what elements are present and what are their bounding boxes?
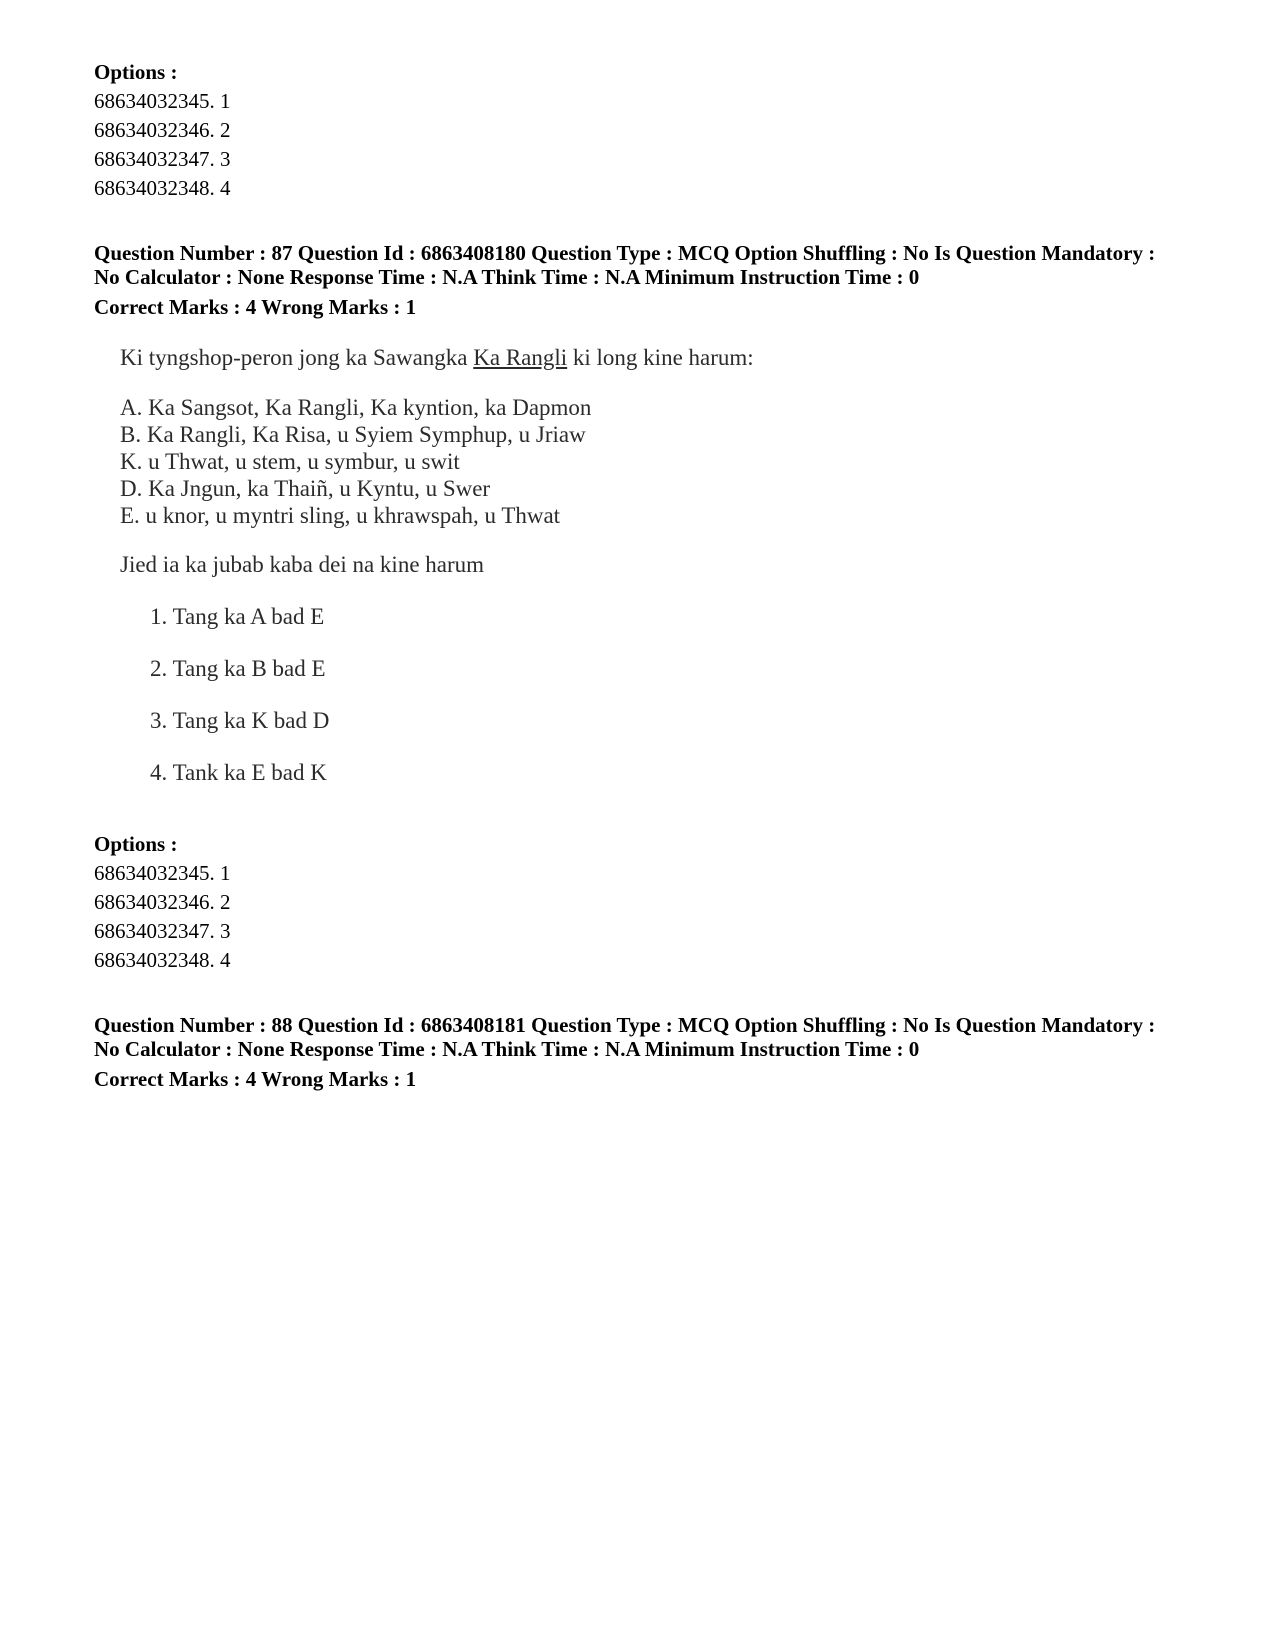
question-meta-line-2: No Calculator : None Response Time : N.A Think Time : N.A Minimum Instruction Time : 0 [94,265,920,289]
choice-4: 4. Tank ka E bad K [150,760,327,785]
choice-2: 2. Tang ka B bad E [150,656,326,681]
statement-d: D. Ka Jngun, ka Thaiñ, u Kyntu, u Swer [120,476,491,501]
option-line: 68634032346. 2 [94,890,231,914]
option-line: 68634032347. 3 [94,147,231,171]
statement-b: B. Ka Rangli, Ka Risa, u Syiem Symphup, u Jriaw [120,422,586,447]
options-block-86 [94,58,231,203]
option-line: 68634032345. 1 [94,861,231,885]
statement-a: A. Ka Sangsot, Ka Rangli, Ka kyntion, ka Dapmon [120,395,592,420]
stem-underlined: Ka Rangli [473,345,568,370]
option-line: 68634032345. 1 [94,89,231,113]
question-87-header [94,241,1204,319]
options-title: Options : [94,60,178,84]
option-line: 68634032348. 4 [94,176,231,200]
question-88-header [94,1013,1204,1091]
question-marks: Correct Marks : 4 Wrong Marks : 1 [94,295,417,319]
question-stem [120,345,754,371]
option-line: 68634032348. 4 [94,948,231,972]
option-line: 68634032346. 2 [94,118,231,142]
question-instruction: Jied ia ka jubab kaba dei na kine harum [120,552,485,577]
stem-before: Ki tyngshop-peron jong ka Sawangka [120,345,474,370]
question-meta-line-1: Question Number : 87 Question Id : 6863408180 Question Type : MCQ Option Shuffling : No Is Question Mandatory : [94,241,1156,265]
options-title: Options : [94,832,178,856]
choice-3: 3. Tang ka K bad D [150,708,330,733]
stem-after: ki long kine harum: [567,345,754,370]
statement-e: E. u knor, u myntri sling, u khrawspah, u Thwat [120,503,561,528]
question-meta-line-2: No Calculator : None Response Time : N.A Think Time : N.A Minimum Instruction Time : 0 [94,1037,920,1061]
statement-k: K. u Thwat, u stem, u symbur, u swit [120,449,460,474]
question-marks: Correct Marks : 4 Wrong Marks : 1 [94,1067,417,1091]
choice-1: 1. Tang ka A bad E [150,604,325,629]
question-meta-line-1: Question Number : 88 Question Id : 6863408181 Question Type : MCQ Option Shuffling : No Is Question Mandatory : [94,1013,1156,1037]
option-line: 68634032347. 3 [94,919,231,943]
options-block-87 [94,830,231,975]
